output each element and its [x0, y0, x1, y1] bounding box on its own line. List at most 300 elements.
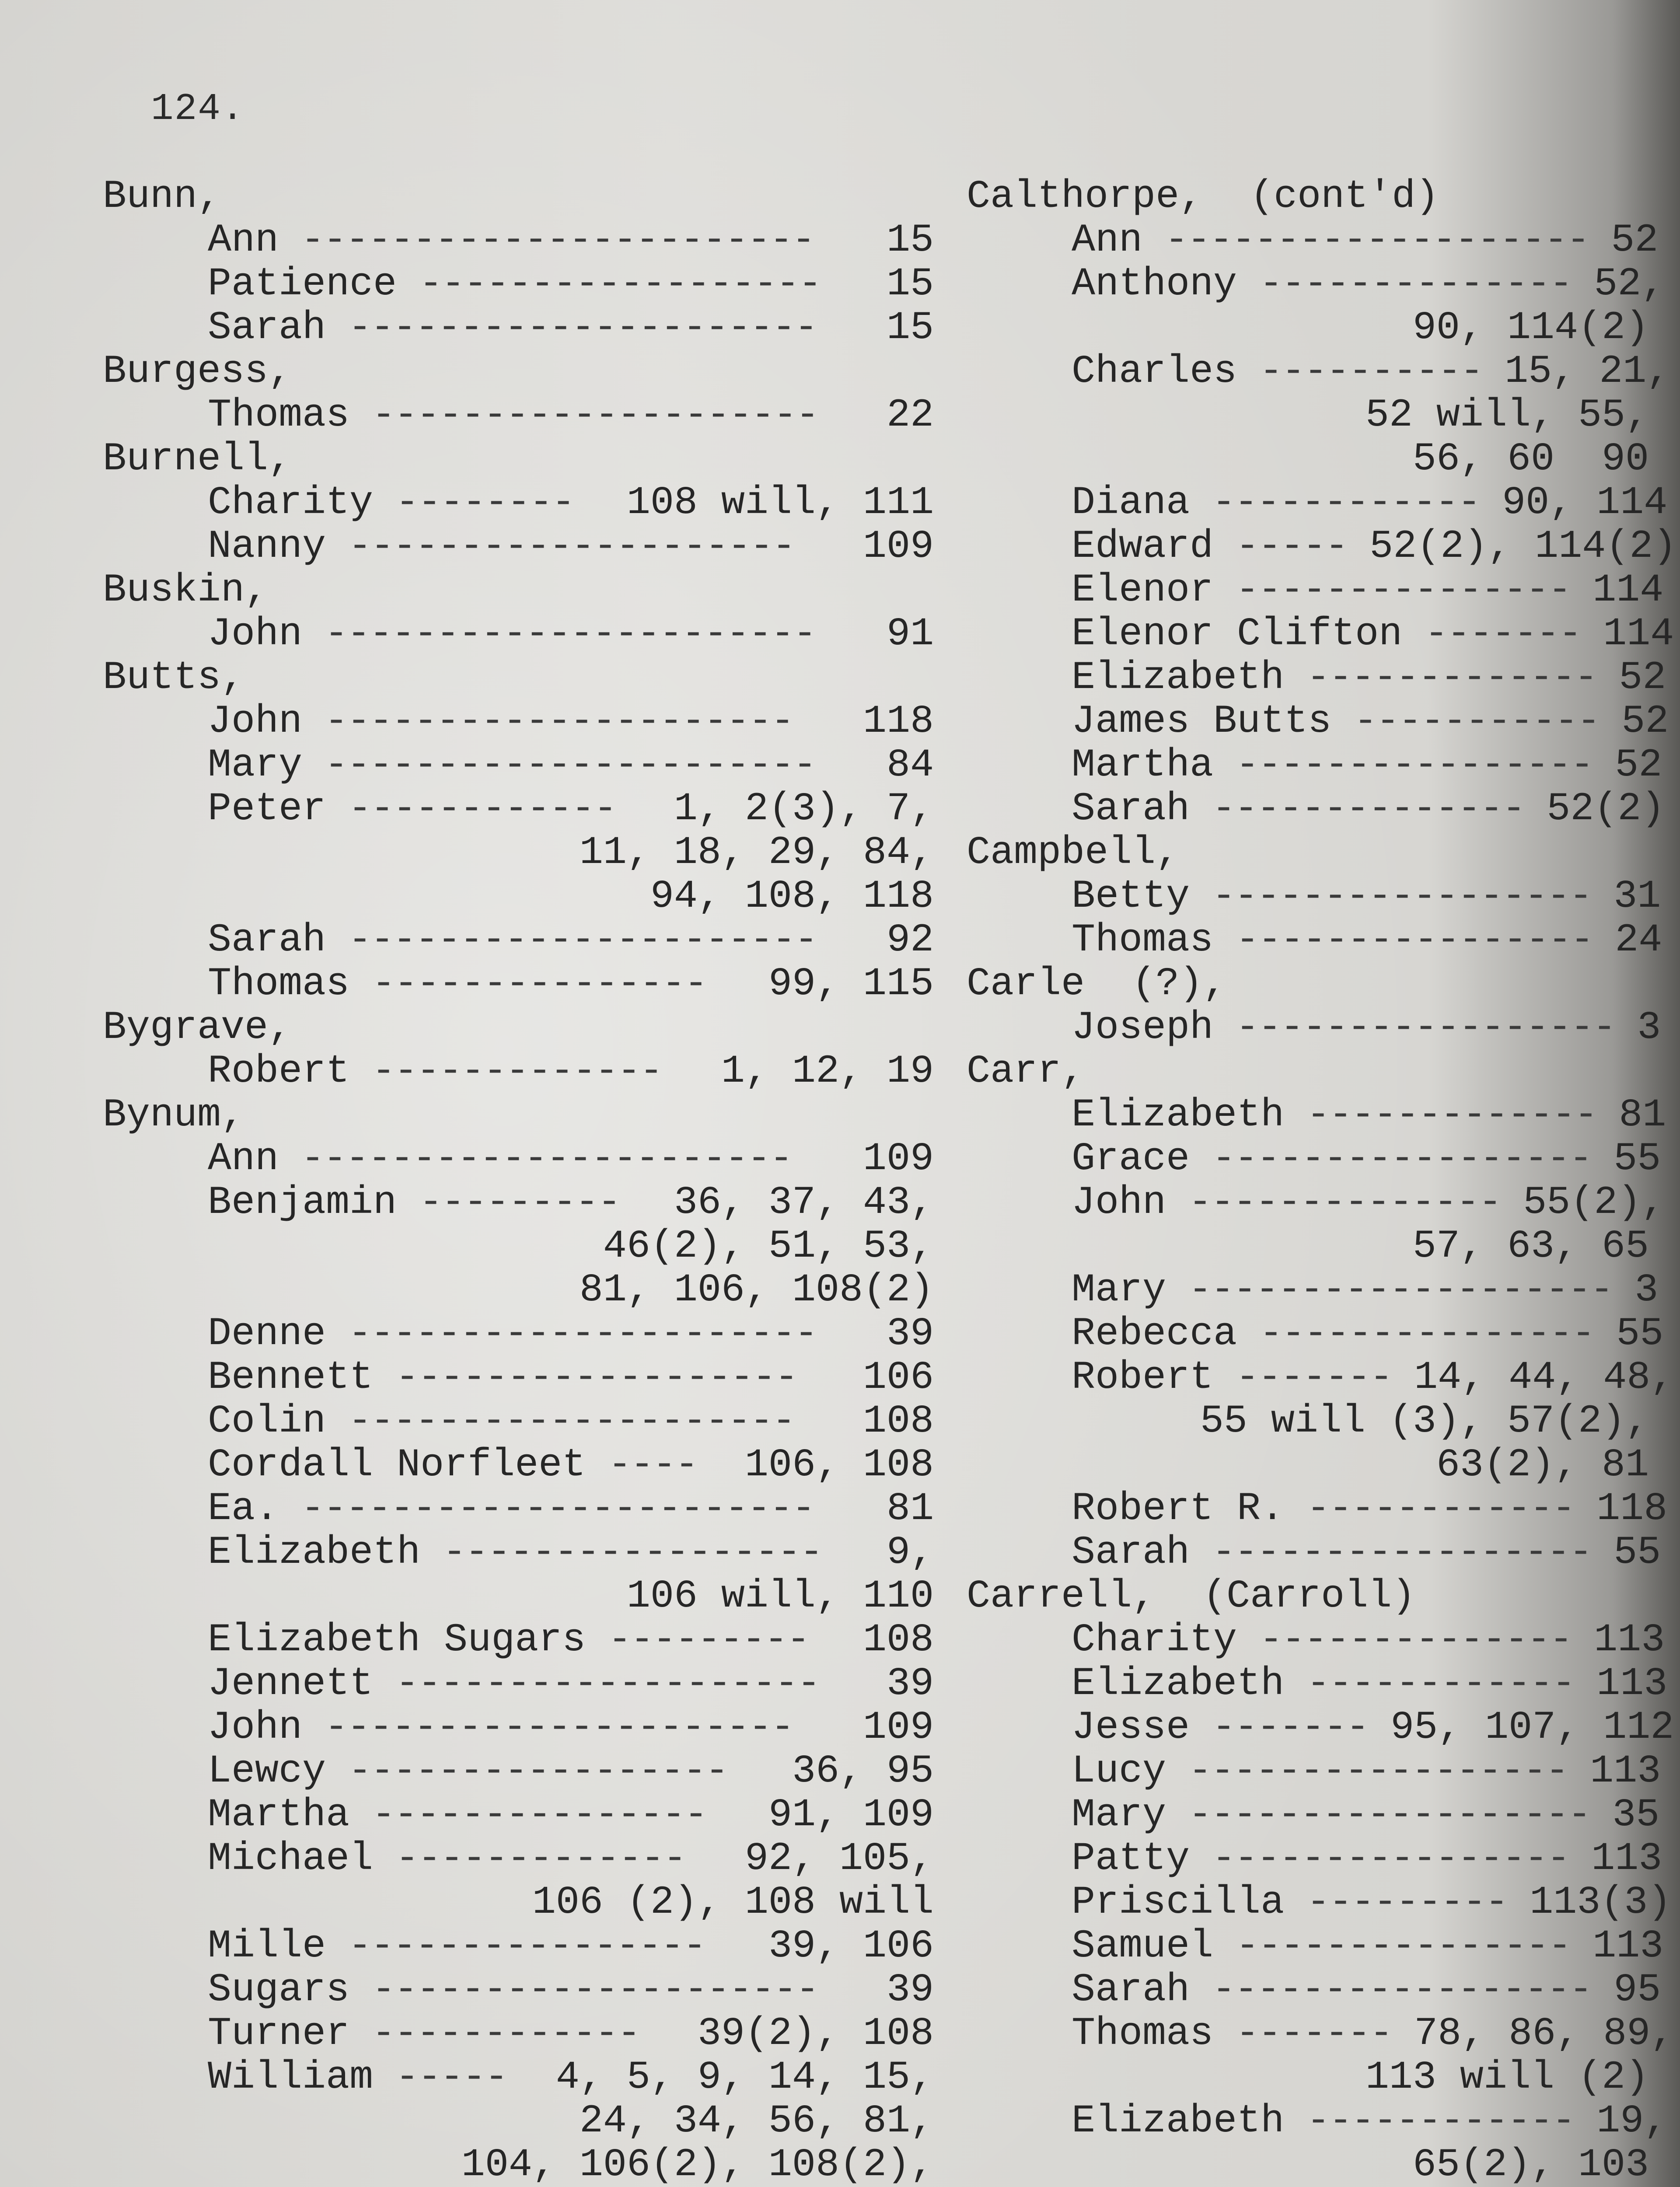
leader-dashes: ------------ [349, 2012, 662, 2056]
entry-page-refs: 106, 108 [744, 1443, 934, 1488]
index-entry [967, 1006, 1661, 1050]
entry-page-refs: 114 [1593, 568, 1664, 613]
leader-dashes: --------- [586, 1618, 831, 1663]
index-entry [103, 1531, 934, 1575]
index-surname-heading [967, 1050, 1649, 1094]
index-entry [103, 1181, 934, 1225]
surname-text: Bunn, [103, 175, 221, 219]
index-entry [103, 1443, 934, 1487]
entry-page-refs: 91 [886, 612, 934, 657]
index-entry [103, 1750, 934, 1793]
leader-dashes: --------- [1284, 1880, 1530, 1925]
entry-given-name: Sarah [208, 306, 326, 350]
entry-given-name: Michael [208, 1837, 374, 1881]
entry-page-refs: 81 [886, 1487, 934, 1531]
surname-text: Buskin, [103, 568, 269, 613]
entry-page-refs: 52(2) [1547, 787, 1665, 831]
entry-given-name: James Butts [1072, 699, 1332, 744]
index-entry [103, 1662, 934, 1706]
index-entry [967, 1137, 1661, 1181]
leader-dashes: --------------- [349, 962, 729, 1006]
entry-page-refs: 109 [863, 524, 934, 569]
entry-continuation [103, 1268, 934, 1312]
index-entry [103, 700, 934, 744]
entry-page-refs: 1, 12, 19 [721, 1049, 934, 1094]
leader-dashes: ---------------- [1213, 918, 1615, 963]
entry-given-name: Elizabeth Sugars [208, 1618, 586, 1663]
leader-dashes: ------------------- [1166, 1268, 1635, 1313]
index-entry [103, 1487, 934, 1531]
entry-page-refs: 113 [1591, 1837, 1663, 1881]
entry-given-name: John [1072, 1181, 1167, 1225]
entry-given-name: Elenor [1072, 568, 1214, 613]
entry-continuation [103, 1225, 934, 1268]
leader-dashes: ---------------------- [279, 1137, 814, 1181]
leader-dashes: ------- [1402, 612, 1603, 657]
leader-dashes: ------------------ [1166, 1793, 1613, 1838]
index-entry [103, 2056, 934, 2100]
leader-dashes: --------- [397, 1181, 643, 1225]
entry-page-refs: 9, [886, 1530, 934, 1575]
entry-page-refs: 113 [1596, 1662, 1668, 1706]
continuation-refs: 56, 60 90 [1412, 437, 1649, 482]
entry-page-refs: 81 [1619, 1093, 1666, 1138]
leader-dashes: ------------------ [373, 1356, 820, 1400]
leader-dashes: ------------------- [1142, 218, 1611, 263]
continuation-refs: 106 (2), 108 will [532, 1880, 934, 1925]
index-entry [103, 1968, 934, 2012]
entry-page-refs: 52(2), 114(2) [1369, 524, 1677, 569]
entry-page-refs: 39(2), 108 [697, 2012, 934, 2056]
index-entry [103, 744, 934, 787]
leader-dashes: -------------------- [326, 524, 817, 569]
index-entry [103, 919, 934, 962]
leader-dashes: ------------- [1284, 1093, 1619, 1138]
entry-page-refs: 36, 95 [792, 1749, 934, 1794]
entry-given-name: Sarah [208, 918, 326, 963]
entry-given-name: Nanny [208, 524, 326, 569]
leader-dashes: ----------------------- [279, 218, 837, 263]
entry-continuation [103, 2100, 934, 2143]
leader-dashes: ---------------------- [302, 612, 838, 657]
leader-dashes: --------------- [1213, 568, 1593, 613]
index-surname-heading [103, 350, 934, 394]
entry-continuation [967, 306, 1649, 350]
entry-page-refs: 24 [1615, 918, 1663, 963]
leader-dashes: ----------------- [1190, 874, 1614, 919]
leader-dashes: ----------------- [420, 1530, 845, 1575]
surname-text: Butts, [103, 656, 245, 700]
leader-dashes: ------------------ [397, 262, 843, 307]
entry-given-name: Thomas [208, 962, 350, 1006]
index-entry [967, 349, 1670, 394]
entry-given-name: Mary [1072, 1268, 1167, 1313]
index-entry [967, 1356, 1674, 1400]
leader-dashes: --------------------- [326, 306, 839, 350]
entry-page-refs: 91, 109 [768, 1793, 934, 1838]
continuation-refs: 52 will, 55, [1365, 393, 1649, 438]
surname-text: Calthorpe, (cont'd) [967, 175, 1439, 219]
leader-dashes: --------------- [349, 1793, 729, 1838]
leader-dashes: ----------------------- [279, 1487, 837, 1531]
entry-page-refs: 113(3) [1530, 1880, 1672, 1925]
entry-given-name: Thomas [1072, 918, 1214, 963]
entry-given-name: Peter [208, 787, 326, 831]
leader-dashes: ------------ [1284, 2099, 1597, 2144]
entry-given-name: Martha [208, 1793, 350, 1838]
entry-given-name: William [208, 2055, 374, 2100]
continuation-refs: 94, 108, 118 [650, 874, 934, 919]
entry-given-name: Patty [1072, 1837, 1190, 1881]
entry-given-name: John [208, 1705, 303, 1750]
index-entry [967, 1837, 1663, 1881]
index-entry [967, 481, 1668, 525]
index-entry [103, 306, 934, 350]
leader-dashes: ---- [586, 1443, 720, 1488]
entry-page-refs: 3 [1637, 1006, 1661, 1050]
entry-given-name: Rebecca [1072, 1312, 1237, 1356]
entry-page-refs: 39 [886, 1968, 934, 2012]
entry-given-name: Sugars [208, 1968, 350, 2012]
leader-dashes: ------------ [326, 787, 639, 831]
entry-given-name: Diana [1072, 481, 1190, 525]
entry-given-name: Jesse [1072, 1705, 1190, 1750]
entry-given-name: Mary [208, 743, 303, 788]
entry-page-refs: 39, 106 [768, 1924, 934, 1969]
entry-page-refs: 109 [863, 1137, 934, 1181]
leader-dashes: ------------- [373, 1837, 708, 1881]
index-entry [967, 218, 1659, 263]
entry-page-refs: 118 [863, 699, 934, 744]
entry-given-name: Robert [208, 1049, 350, 1094]
entry-page-refs: 113 [1590, 1749, 1661, 1794]
leader-dashes: ------------------- [373, 1662, 842, 1706]
entry-given-name: Joseph [1072, 1006, 1214, 1050]
index-entry [103, 262, 934, 306]
index-entry [103, 1137, 934, 1181]
entry-given-name: Bennett [208, 1356, 374, 1400]
entry-given-name: Anthony [1072, 262, 1237, 307]
entry-given-name: Colin [208, 1399, 326, 1444]
entry-page-refs: 55 [1616, 1312, 1664, 1356]
entry-page-refs: 39 [886, 1312, 934, 1356]
entry-page-refs: 52 [1611, 218, 1659, 263]
leader-dashes: -------------------- [326, 1399, 817, 1444]
entry-given-name: Betty [1072, 874, 1190, 919]
entry-continuation [103, 2143, 934, 2187]
index-entry [967, 656, 1666, 700]
entry-given-name: Martha [1072, 743, 1214, 788]
entry-page-refs: 19, [1596, 2099, 1668, 2144]
entry-given-name: Ann [208, 1137, 279, 1181]
continuation-refs: 106 will, 110 [626, 1574, 934, 1619]
leader-dashes: ----------------- [1166, 1749, 1590, 1794]
entry-page-refs: 14, 44, 48, [1414, 1356, 1674, 1400]
entry-given-name: Robert [1072, 1356, 1214, 1400]
entry-given-name: Thomas [1072, 2012, 1214, 2056]
entry-page-refs: 99, 115 [768, 962, 934, 1006]
index-entry [103, 525, 934, 569]
entry-page-refs: 113 [1594, 1618, 1665, 1663]
entry-page-refs: 84 [886, 743, 934, 788]
entry-given-name: John [208, 699, 303, 744]
entry-given-name: Lucy [1072, 1749, 1167, 1794]
entry-page-refs: 52 [1621, 699, 1669, 744]
index-entry [103, 1050, 934, 1094]
index-entry [967, 1793, 1660, 1838]
continuation-refs: 104, 106(2), 108(2), [461, 2143, 934, 2187]
index-entry [967, 918, 1663, 963]
entry-page-refs: 90, 114 [1502, 481, 1668, 525]
entry-page-refs: 15, 21, [1505, 349, 1670, 394]
index-entry [967, 568, 1664, 613]
entry-continuation [967, 2143, 1649, 2187]
leader-dashes: --------------------- [302, 699, 816, 744]
leader-dashes: --------------------- [326, 918, 839, 963]
entry-page-refs: 108 [863, 1618, 934, 1663]
leader-dashes: ------------- [1284, 656, 1619, 700]
leader-dashes: ------- [1190, 1705, 1391, 1750]
leader-dashes: ------------ [1284, 1662, 1597, 1706]
leader-dashes: ------------ [1190, 481, 1502, 525]
continuation-refs: 113 will (2) [1365, 2055, 1649, 2100]
entry-given-name: Sarah [1072, 1968, 1190, 2012]
entry-page-refs: 3 [1635, 1268, 1659, 1313]
continuation-refs: 57, 63, 65 [1412, 1224, 1649, 1269]
entry-page-refs: 108 [863, 1399, 934, 1444]
continuation-refs: 81, 106, 108(2) [579, 1268, 934, 1313]
index-surname-heading [103, 569, 934, 612]
leader-dashes: --------------------- [326, 1312, 839, 1356]
entry-continuation [103, 1881, 934, 1925]
entry-page-refs: 39 [886, 1662, 934, 1706]
index-entry [103, 612, 934, 656]
entry-given-name: Charles [1072, 349, 1237, 394]
entry-given-name: Charity [1072, 1618, 1237, 1663]
leader-dashes: ------------ [1284, 1487, 1597, 1531]
index-entry [967, 524, 1677, 569]
entry-page-refs: 15 [886, 218, 934, 263]
entry-given-name: Elizabeth [1072, 1662, 1285, 1706]
entry-given-name: Patience [208, 262, 397, 307]
leader-dashes: ----- [1213, 524, 1370, 569]
entry-given-name: Elizabeth [1072, 1093, 1285, 1138]
index-entry [967, 1530, 1661, 1575]
leader-dashes: --------------------- [302, 1705, 816, 1750]
index-surname-heading [103, 437, 934, 481]
index-column-left [103, 175, 934, 2187]
leader-dashes: -------------- [1166, 1181, 1523, 1225]
entry-page-refs: 52, [1594, 262, 1665, 307]
leader-dashes: ---------------------- [302, 743, 838, 788]
surname-text: Campbell, [967, 831, 1180, 875]
entry-page-refs: 15 [886, 262, 934, 307]
index-entry [103, 1837, 934, 1881]
entry-page-refs: 92, 105, [744, 1837, 934, 1881]
leader-dashes: ---------------- [326, 1924, 728, 1969]
index-surname-heading [967, 1575, 1649, 1618]
entry-page-refs: 52 [1619, 656, 1666, 700]
entry-continuation [967, 2056, 1649, 2100]
entry-page-refs: 1, 2(3), 7, [674, 787, 934, 831]
entry-page-refs: 78, 86, 89, [1414, 2012, 1674, 2056]
leader-dashes: ----------------- [1190, 1137, 1614, 1181]
entry-page-refs: 22 [886, 393, 934, 438]
continuation-refs: 46(2), 51, 53, [603, 1224, 934, 1269]
leader-dashes: ------- [1213, 2012, 1415, 2056]
index-entry [967, 874, 1661, 919]
entry-page-refs: 95, 107, 112 [1390, 1705, 1674, 1750]
leader-dashes: ----------------- [1213, 1006, 1638, 1050]
entry-given-name: Turner [208, 2012, 350, 2056]
leader-dashes: ------------- [349, 1049, 685, 1094]
entry-continuation [967, 1443, 1649, 1487]
continuation-refs: 55 will (3), 57(2), [1200, 1399, 1649, 1444]
index-entry [103, 394, 934, 437]
entry-given-name: Elizabeth [1072, 2099, 1285, 2144]
index-surname-heading [103, 1094, 934, 1137]
surname-text: Bynum, [103, 1093, 245, 1138]
leader-dashes: --------------- [1213, 1924, 1593, 1969]
entry-given-name: Robert R. [1072, 1487, 1285, 1531]
leader-dashes: ---------------- [1213, 743, 1615, 788]
entry-page-refs: 4, 5, 9, 14, 15, [555, 2055, 934, 2100]
entry-continuation [967, 437, 1649, 481]
leader-dashes: -------- [373, 481, 597, 525]
index-surname-heading [967, 831, 1649, 875]
leader-dashes: ---------- [1237, 349, 1505, 394]
entry-continuation [967, 1400, 1649, 1443]
leader-dashes: ----------------- [1190, 1968, 1614, 2012]
entry-given-name: Elenor Clifton [1072, 612, 1403, 657]
leader-dashes: ------- [1213, 1356, 1415, 1400]
entry-page-refs: 55(2), [1523, 1181, 1665, 1225]
leader-dashes: ---------------- [1190, 1837, 1592, 1881]
entry-given-name: Denne [208, 1312, 326, 1356]
index-entry [103, 481, 934, 525]
index-entry [103, 1618, 934, 1662]
entry-given-name: Elizabeth [208, 1530, 421, 1575]
index-entry [967, 612, 1674, 657]
entry-given-name: Sarah [1072, 1530, 1190, 1575]
leader-dashes: ----------------- [326, 1749, 750, 1794]
surname-text: Bygrave, [103, 1006, 292, 1050]
entry-page-refs: 55 [1614, 1530, 1661, 1575]
entry-page-refs: 114 [1603, 612, 1674, 657]
index-entry [967, 1487, 1668, 1531]
index-surname-heading [103, 1006, 934, 1050]
leader-dashes: -------------------- [349, 1968, 841, 2012]
leader-dashes: --------------- [1237, 1312, 1617, 1356]
index-entry [967, 1924, 1664, 1969]
continuation-refs: 63(2), 81 [1436, 1443, 1649, 1488]
entry-given-name: Charity [208, 481, 374, 525]
index-surname-heading [967, 962, 1649, 1006]
leader-dashes: -------------- [1237, 1618, 1594, 1663]
index-entry [103, 962, 934, 1006]
entry-page-refs: 31 [1614, 874, 1661, 919]
entry-page-refs: 55 [1614, 1137, 1661, 1181]
index-entry [103, 787, 934, 831]
entry-given-name: Sarah [1072, 787, 1190, 831]
entry-given-name: Ea. [208, 1487, 279, 1531]
entry-continuation [967, 394, 1649, 437]
index-entry [103, 219, 934, 262]
continuation-refs: 24, 34, 56, 81, [579, 2099, 934, 2144]
leader-dashes: -------------- [1237, 262, 1594, 307]
entry-given-name: Mary [1072, 1793, 1167, 1838]
entry-given-name: Lewcy [208, 1749, 326, 1794]
entry-continuation [103, 875, 934, 919]
index-column-right [967, 175, 1677, 2187]
entry-given-name: Elizabeth [1072, 656, 1285, 700]
entry-page-refs: 15 [886, 306, 934, 350]
index-entry [967, 1312, 1664, 1356]
index-entry [103, 1925, 934, 1968]
continuation-refs: 65(2), 103 [1412, 2143, 1649, 2187]
index-entry [103, 1400, 934, 1443]
entry-page-refs: 106 [863, 1356, 934, 1400]
entry-continuation [967, 1225, 1649, 1268]
entry-page-refs: 92 [886, 918, 934, 963]
index-entry [967, 1268, 1659, 1313]
entry-given-name: Jennett [208, 1662, 374, 1706]
entry-page-refs: 95 [1614, 1968, 1661, 2012]
leader-dashes: ----------- [1331, 699, 1622, 744]
surname-text: Carr, [967, 1049, 1085, 1094]
entry-page-refs: 36, 37, 43, [674, 1181, 934, 1225]
index-entry [103, 1356, 934, 1400]
surname-text: Burnell, [103, 437, 292, 482]
entry-given-name: Cordall Norfleet [208, 1443, 586, 1488]
entry-given-name: Samuel [1072, 1924, 1214, 1969]
entry-page-refs: 35 [1612, 1793, 1660, 1838]
entry-given-name: Edward [1072, 524, 1214, 569]
index-entry [967, 262, 1665, 307]
index-entry [967, 1968, 1661, 2012]
entry-page-refs: 109 [863, 1705, 934, 1750]
leader-dashes: -------------- [1190, 787, 1547, 831]
entry-continuation [103, 831, 934, 875]
index-surname-heading [103, 175, 934, 219]
entry-given-name: Benjamin [208, 1181, 397, 1225]
entry-page-refs: 52 [1615, 743, 1663, 788]
entry-continuation [103, 1575, 934, 1618]
index-entry [967, 1705, 1674, 1750]
index-entry [967, 787, 1665, 831]
entry-given-name: Ann [1072, 218, 1143, 263]
index-entry [967, 699, 1669, 744]
leader-dashes: ----- [373, 2055, 530, 2100]
index-entry [967, 1662, 1668, 1706]
leader-dashes: -------------------- [349, 393, 841, 438]
index-surname-heading [103, 656, 934, 700]
entry-given-name: Mille [208, 1924, 326, 1969]
index-entry [103, 1312, 934, 1356]
surname-text: Carle (?), [967, 962, 1227, 1006]
surname-text: Carrell, (Carroll) [967, 1574, 1416, 1619]
index-entry [967, 1880, 1672, 1925]
continuation-refs: 11, 18, 29, 84, [579, 831, 934, 875]
index-entry [967, 1093, 1666, 1138]
entry-page-refs: 113 [1593, 1924, 1664, 1969]
entry-given-name: Grace [1072, 1137, 1190, 1181]
surname-text: Burgess, [103, 349, 292, 394]
entry-given-name: Thomas [208, 393, 350, 438]
index-entry [103, 1706, 934, 1750]
entry-given-name: Priscilla [1072, 1880, 1285, 1925]
entry-given-name: John [208, 612, 303, 657]
